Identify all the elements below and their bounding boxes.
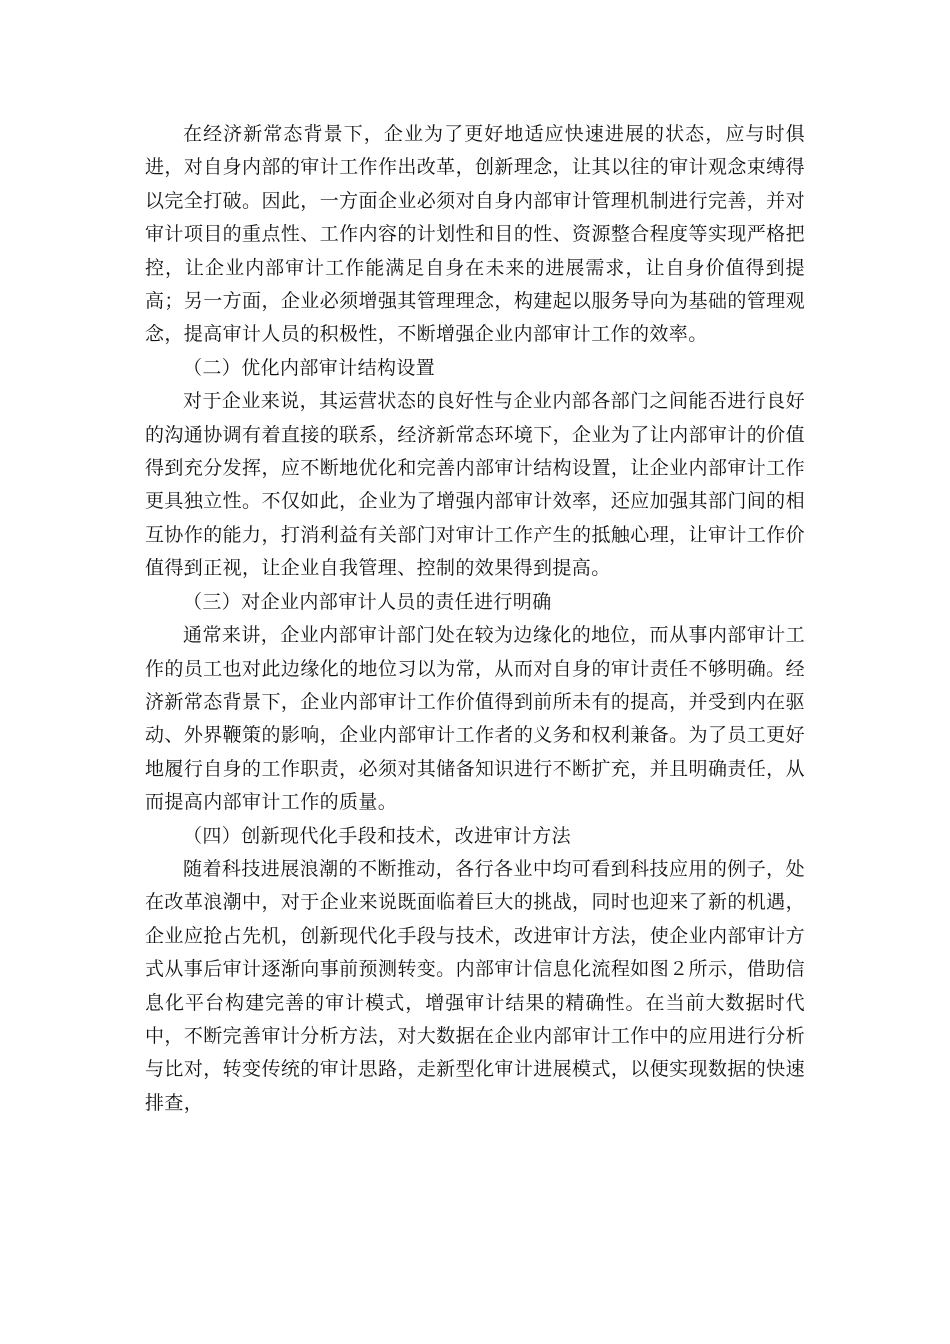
body-paragraph: 随着科技进展浪潮的不断推动，各行各业中均可看到科技应用的例子，处在改革浪潮中，对于企业来说既面临着巨大的挑战，同时也迎来了新的机遇，企业应抢占先机，创新现代化手段与技术，改进审计方法，使企业内部审计方式从事后审计逐渐向事前预测转变。内部审计信息化流程如图２所示，借助信息化平台构建完善的审计模式，增强审计结果的精确性。在当前大数据时代中，不断完善审计分析方法，对大数据在企业内部审计工作中的应用进行分析与比对，转变传统的审计思路，走新型化审计进展模式，以便实现数据的快速排查，	[145, 857, 805, 1114]
body-paragraph: 对于企业来说，其运营状态的良好性与企业内部各部门之间能否进行良好的沟通协调有着直接的联系，经济新常态环境下，企业为了让内部审计的价值得到充分发挥，应不断地优化和完善内部审计结构设置，让企业内部审计工作更具独立性。不仅如此，企业为了增强内部审计效率，还应加强其部门间的相互协作的能力，打消利益有关部门对审计工作产生的抵触心理，让审计工作价值得到正视，让企业自我管理、控制的效果得到提高。	[145, 390, 805, 580]
body-paragraph: 通常来讲，企业内部审计部门处在较为边缘化的地位，而从事内部审计工作的员工也对此边缘化的地位习以为常，从而对自身的审计责任不够明确。经济新常态背景下，企业内部审计工作价值得到前所未有的提高，并受到内在驱动、外界鞭策的影响，企业内部审计工作者的义务和权利兼备。为了员工更好地履行自身的工作职责，必须对其储备知识进行不断扩充，并且明确责任，从而提高内部审计工作的质量。	[145, 624, 805, 814]
section-heading: （三）对企业内部审计人员的责任进行明确	[183, 590, 552, 613]
section-heading: （四）创新现代化手段和技术，改进审计方法	[183, 824, 572, 847]
document-body	[145, 118, 805, 1120]
body-paragraph: 在经济新常态背景下，企业为了更好地适应快速进展的状态，应与时俱进，对自身内部的审计工作作出改革，创新理念，让其以往的审计观念束缚得以完全打破。因此，一方面企业必须对自身内部审计管理机制进行完善，并对审计项目的重点性、工作内容的计划性和目的性、资源整合程度等实现严格把控，让企业内部审计工作能满足自身在未来的进展需求，让自身价值得到提高；另一方面，企业必须增强其管理理念，构建起以服务导向为基础的管理观念，提高审计人员的积极性，不断增强企业内部审计工作的效率。	[145, 123, 805, 346]
section-heading: （二）优化内部审计结构设置	[183, 356, 436, 379]
